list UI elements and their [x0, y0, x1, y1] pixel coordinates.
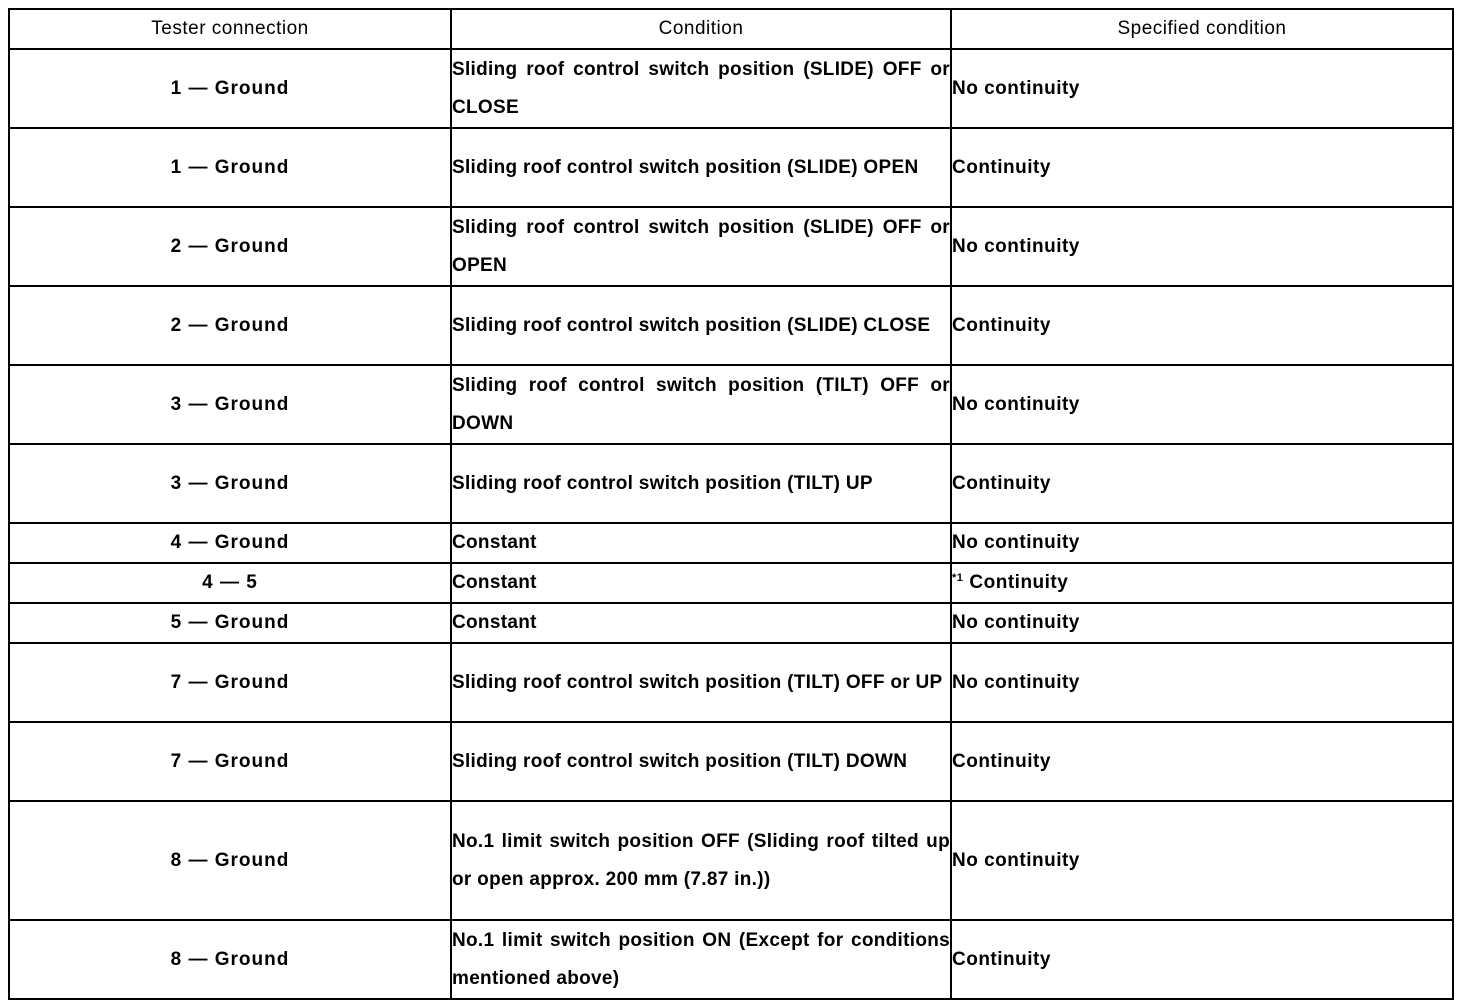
specified-condition-cell: No continuity — [951, 643, 1453, 722]
table-row — [9, 286, 1453, 365]
condition-cell: Sliding roof control switch position (TILT) UP — [451, 444, 951, 523]
condition-cell: No.1 limit switch position OFF (Sliding roof tilted up or open approx. 200 mm (7.87 in.)) — [451, 801, 951, 920]
table-row — [9, 365, 1453, 444]
specified-condition-cell: No continuity — [951, 207, 1453, 286]
header-row — [9, 9, 1453, 49]
tester-connection-cell: 7 — Ground — [9, 722, 451, 801]
condition-cell: Sliding roof control switch position (SLIDE) OFF or CLOSE — [451, 49, 951, 128]
specified-condition-text: Continuity — [969, 572, 1069, 593]
table-row — [9, 563, 1453, 603]
specified-condition-cell — [951, 563, 1453, 603]
specified-condition-cell: No continuity — [951, 49, 1453, 128]
table-row — [9, 49, 1453, 128]
header-tester-connection: Tester connection — [9, 9, 451, 49]
tester-connection-cell: 3 — Ground — [9, 365, 451, 444]
table-row — [9, 207, 1453, 286]
specified-condition-cell: Continuity — [951, 286, 1453, 365]
table-row — [9, 801, 1453, 920]
table-row — [9, 603, 1453, 643]
condition-cell: Constant — [451, 563, 951, 603]
condition-cell: Sliding roof control switch position (TILT) OFF or DOWN — [451, 365, 951, 444]
header-specified-condition: Specified condition — [951, 9, 1453, 49]
specified-condition-cell: Continuity — [951, 128, 1453, 207]
table-row — [9, 920, 1453, 999]
condition-cell: No.1 limit switch position ON (Except for conditions mentioned above) — [451, 920, 951, 999]
tester-connection-cell: 1 — Ground — [9, 49, 451, 128]
tester-connection-cell: 8 — Ground — [9, 801, 451, 920]
footnote-mark: *1 — [952, 571, 964, 584]
condition-cell: Sliding roof control switch position (SLIDE) CLOSE — [451, 286, 951, 365]
tester-connection-cell: 7 — Ground — [9, 643, 451, 722]
specified-condition-cell: No continuity — [951, 603, 1453, 643]
specified-condition-cell: No continuity — [951, 801, 1453, 920]
tester-connection-cell: 8 — Ground — [9, 920, 451, 999]
table-row — [9, 643, 1453, 722]
condition-cell: Sliding roof control switch position (SLIDE) OFF or OPEN — [451, 207, 951, 286]
tester-connection-cell: 3 — Ground — [9, 444, 451, 523]
condition-cell: Constant — [451, 603, 951, 643]
tester-connection-cell: 5 — Ground — [9, 603, 451, 643]
condition-cell: Sliding roof control switch position (TILT) DOWN — [451, 722, 951, 801]
tester-connection-cell: 1 — Ground — [9, 128, 451, 207]
tester-connection-cell: 4 — 5 — [9, 563, 451, 603]
tester-connection-cell: 4 — Ground — [9, 523, 451, 563]
table-row — [9, 722, 1453, 801]
condition-cell: Sliding roof control switch position (SLIDE) OPEN — [451, 128, 951, 207]
specified-condition-cell: No continuity — [951, 523, 1453, 563]
specified-condition-cell: Continuity — [951, 722, 1453, 801]
tester-connection-cell: 2 — Ground — [9, 286, 451, 365]
tester-connection-cell: 2 — Ground — [9, 207, 451, 286]
condition-cell: Sliding roof control switch position (TILT) OFF or UP — [451, 643, 951, 722]
header-condition: Condition — [451, 9, 951, 49]
table-row — [9, 444, 1453, 523]
condition-cell: Constant — [451, 523, 951, 563]
table-row — [9, 128, 1453, 207]
specified-condition-cell: Continuity — [951, 444, 1453, 523]
specified-condition-cell: No continuity — [951, 365, 1453, 444]
table-row — [9, 523, 1453, 563]
continuity-spec-table — [8, 8, 1454, 1000]
specified-condition-cell: Continuity — [951, 920, 1453, 999]
